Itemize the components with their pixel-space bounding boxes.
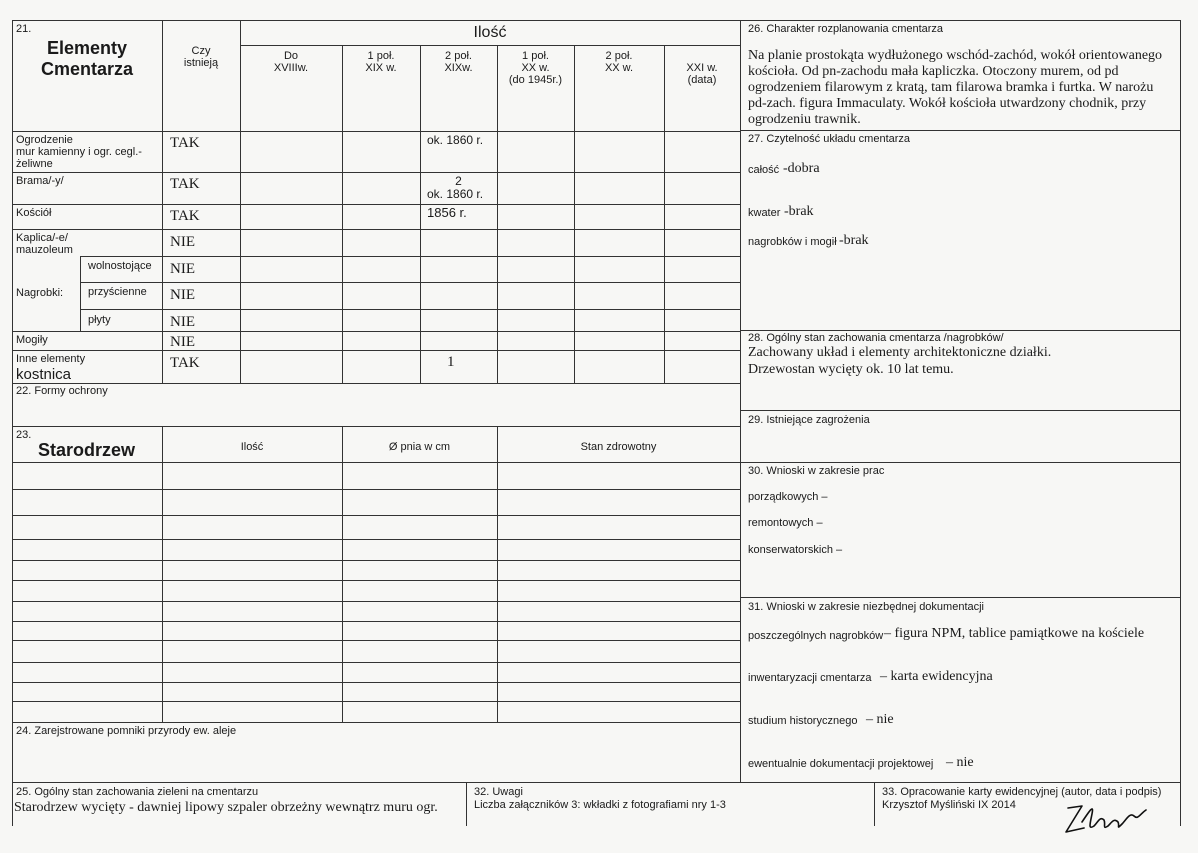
studium-label: studium historycznego xyxy=(748,715,858,727)
section-30-label: 30. Wnioski w zakresie prac xyxy=(748,465,885,477)
period-2pol-xix-1: 2 poł. xyxy=(445,50,472,62)
inwentaryzacji-value: – karta ewidencyjna xyxy=(880,669,993,684)
ogrodzenie-2pol-xix: ok. 1860 r. xyxy=(427,133,484,147)
kosciol-value: TAK xyxy=(170,208,200,224)
period-2pol-xx-1: 2 poł. xyxy=(605,50,633,62)
studium-value: – nie xyxy=(866,712,894,727)
inne-2pol-count: 1 xyxy=(447,354,455,370)
starodrzew-title: Starodrzew xyxy=(38,440,136,460)
section-32-value: Liczba załączników 3: wkładki z fotografiami nry 1-3 xyxy=(474,799,726,811)
section-26-line-1: Na planie prostokąta wydłużonego wschód-zachód, wokół orientowanego xyxy=(748,48,1163,63)
starodrzew-col-stan: Stan zdrowotny xyxy=(580,441,657,453)
kosciol-label: Kościół xyxy=(16,207,52,219)
inwentaryzacji-label: inwentaryzacji cmentarza xyxy=(748,672,872,684)
nagrobki-label: Nagrobki: xyxy=(16,287,64,299)
projektowej-label: ewentualnie dokumentacji projektowej xyxy=(748,758,934,770)
period-xxi-1: XXI w. xyxy=(686,62,718,74)
section-27-label: 27. Czytelność układu cmentarza xyxy=(748,133,911,145)
section-24-label: 24. Zarejstrowane pomniki przyrody ew. aleje xyxy=(16,725,237,737)
kaplica-label-2: mauzoleum xyxy=(16,244,73,256)
ogrodzenie-label-1: Ogrodzenie xyxy=(16,134,73,146)
brama-label: Brama/-y/ xyxy=(16,175,64,187)
period-1pol-xix-1: 1 poł. xyxy=(367,50,395,62)
section-23-number: 23. xyxy=(16,429,32,441)
starodrzew-col-pnia: Ø pnia w cm xyxy=(388,441,451,453)
author-signature xyxy=(1060,800,1150,840)
section-26-label: 26. Charakter rozplanowania cmentarza xyxy=(748,23,944,35)
nagrobkow-value: -brak xyxy=(839,233,869,248)
ogrodzenie-label-3: żeliwne xyxy=(16,158,53,170)
section-25-label: 25. Ogólny stan zachowania zieleni na cmentarzu xyxy=(16,786,259,798)
przyscienne-value: NIE xyxy=(170,287,195,303)
nagrobkow-label: nagrobków i mogił xyxy=(748,236,837,248)
poszczegolnych-label: poszczególnych nagrobków xyxy=(748,630,884,642)
section-28-line-2: Drzewostan wycięty ok. 10 lat temu. xyxy=(748,362,954,377)
starodrzew-col-ilosc: Ilość xyxy=(240,441,264,453)
section-31-label: 31. Wnioski w zakresie niezbędnej dokumentacji xyxy=(748,601,985,613)
elements-title-line1: Elementy xyxy=(46,38,128,58)
kwater-label: kwater xyxy=(748,207,781,219)
kosciol-2pol-xix: 1856 r. xyxy=(427,205,467,220)
period-1pol-xix-2: XIX w. xyxy=(365,62,397,74)
kaplica-value: NIE xyxy=(170,234,195,250)
konserwatorskich-label: konserwatorskich – xyxy=(748,544,843,556)
period-1pol-xx-2: XX w. xyxy=(521,62,550,74)
ilosc-header: Ilość xyxy=(473,24,507,41)
period-1pol-xx-1: 1 poł. xyxy=(522,50,549,62)
period-2pol-xix-2: XIXw. xyxy=(444,62,473,74)
period-do-xviii-2: XVIIIw. xyxy=(273,62,309,74)
section-28-label: 28. Ogólny stan zachowania cmentarza /nagrobków/ xyxy=(748,332,1004,344)
czy-istnieja-header-1: Czy xyxy=(191,45,211,57)
elements-title-line2: Cmentarza xyxy=(40,59,134,79)
brama-2pol-date: ok. 1860 r. xyxy=(427,187,484,201)
porzadkowych-label: porządkowych – xyxy=(748,491,828,503)
section-26-line-5: ogrodzeniu trawnik. xyxy=(748,112,861,127)
czy-istnieja-header-2: istnieją xyxy=(183,57,219,69)
section-22-label: 22. Formy ochrony xyxy=(16,385,108,397)
mogily-value: NIE xyxy=(170,334,195,350)
plyty-value: NIE xyxy=(170,314,195,330)
brama-value: TAK xyxy=(170,176,200,192)
przyscienne-label: przyścienne xyxy=(88,286,147,298)
period-2pol-xx-2: XX w. xyxy=(604,62,634,74)
section-29-label: 29. Istniejące zagrożenia xyxy=(748,414,870,426)
kaplica-label-1: Kaplica/-e/ xyxy=(16,232,68,244)
plyty-label: płyty xyxy=(88,314,111,326)
inne-value: TAK xyxy=(170,355,200,371)
section-26-line-2: kościoła. Od pn-zachodu mała kapliczka. Otoczony murem, od pd xyxy=(748,64,1119,79)
section-26-line-4: pd-zach. figura Immaculaty. Wokół kościoła utwardzony chodnik, przy xyxy=(748,96,1147,111)
section-32-label: 32. Uwagi xyxy=(474,786,523,798)
projektowej-value: – nie xyxy=(946,755,974,770)
calosc-value: -dobra xyxy=(783,161,820,176)
period-do-xviii-1: Do xyxy=(283,50,299,62)
ogrodzenie-label-2: mur kamienny i ogr. cegl.- xyxy=(16,146,142,158)
section-25-value: Starodrzew wycięty - dawniej lipowy szpaler obrzeżny wewnątrz muru ogr. xyxy=(14,800,438,815)
section-33-value: Krzysztof Myśliński IX 2014 xyxy=(882,799,1016,811)
wolnostojace-value: NIE xyxy=(170,261,195,277)
section-28-line-1: Zachowany układ i elementy architektoniczne działki. xyxy=(748,345,1052,360)
inne-label: Inne elementy xyxy=(16,353,86,365)
wolnostojace-label: wolnostojące xyxy=(88,260,152,272)
calosc-label: całość xyxy=(748,164,780,176)
kwater-value: -brak xyxy=(784,204,814,219)
mogily-label: Mogiły xyxy=(16,334,48,346)
ogrodzenie-value: TAK xyxy=(170,135,200,151)
section-26-line-3: ogrodzeniem filarowym z kratą, tam filarowa bramka i furtka. W narożu xyxy=(748,80,1154,95)
brama-2pol-count: 2 xyxy=(455,174,462,188)
remontowych-label: remontowych – xyxy=(748,517,823,529)
period-xxi-2: (data) xyxy=(687,74,717,86)
section-21-number: 21. xyxy=(16,23,32,35)
inne-detail: kostnica xyxy=(16,366,72,383)
poszczegolnych-value: – figura NPM, tablice pamiątkowe na kościele xyxy=(884,626,1145,641)
section-33-label: 33. Opracowanie karty ewidencyjnej (autor, data i podpis) xyxy=(882,786,1162,798)
period-1pol-xx-3: (do 1945r.) xyxy=(508,74,563,86)
